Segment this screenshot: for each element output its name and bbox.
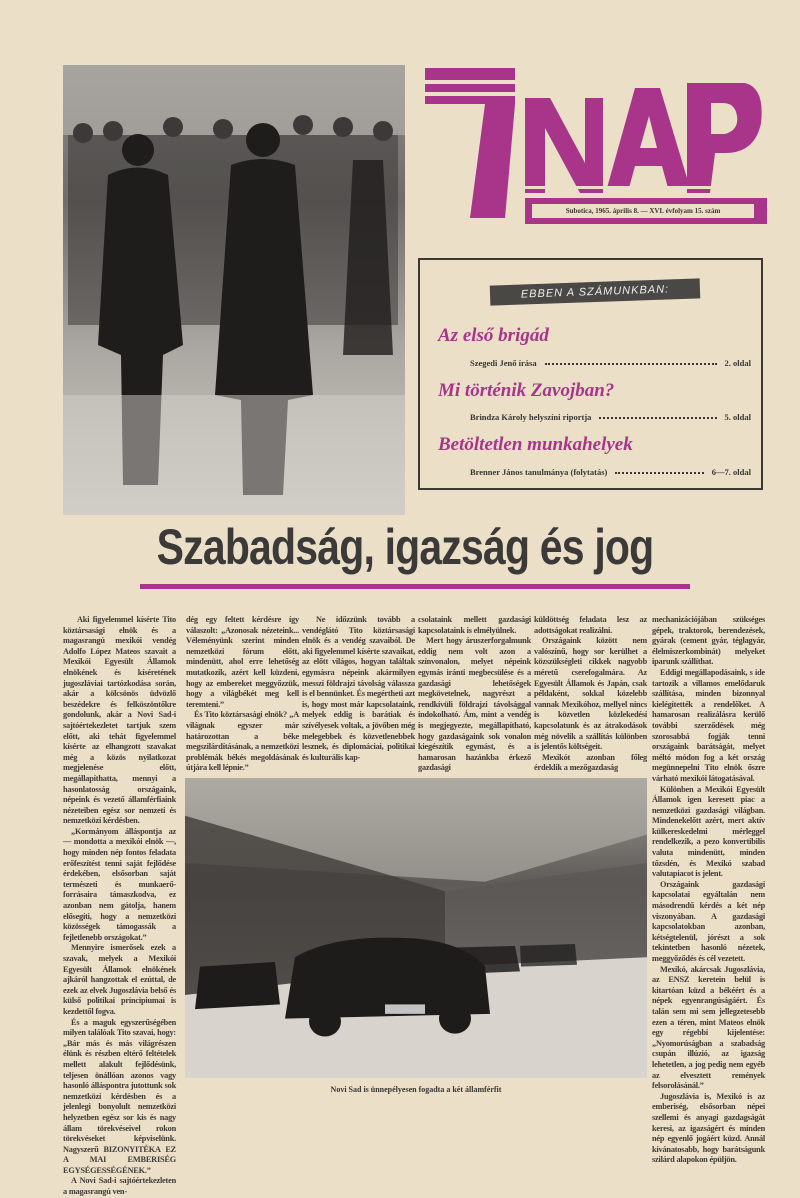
article-paragraph: És Tito köztársasági elnök? „A világnak egyszer már határozottan a béke megszilárdításának, a nemzetközi problémák békés megoldásának útjára kell lépnie.” [186,710,299,773]
toc-item-page: 6—7. oldal [711,467,751,477]
toc-item-page: 5. oldal [724,412,751,422]
article-paragraph: Ne időzzünk tovább a vendéglátó Tito köztársasági elnök és a vendég szavaiból. De aki figyelemmel kísérte szavaikat, az előtt világos, hogyan találtak egymásra népeink akármilyen messzi földrajzi távolság válassza is el bennünket. És megértheti azt is, hogy most már kapcsolataink, melyek eddig is barátiak és szívélyesek voltak, a jövőben még melegebbek és közvetlenebbek lesznek, és diplomáciai, politikai és kulturális kap- [302,615,415,762]
toc-item-title[interactable]: Betöltetlen munkahelyek [438,434,633,455]
headline-rule [140,584,690,589]
article-paragraph: Országaink gazdasági kapcsolatai egyáltalán nem másodrendű kérdés a két nép viszonyában. A gazdasági kapcsolatokban azonban, kétségtelenül, jórészt a sok tekintetben hasonló nézetek, meggyőződés és cél vezetett. [652,879,765,963]
toc-leader-dots [545,358,717,365]
article-column [186,615,299,774]
article-paragraph: Jugoszlávia is, Mexikó is az emberiség, elsősorban népei szellemi és anyagi gazdagságát keresi, az igazságért és minden nép egyenlő jogáért küzd. Annál kívánatosabb, hogy barátságunk szilárd alapokon épüljön. [652,1091,765,1165]
article-paragraph: „Kormányom álláspontja az — mondotta a mexikói elnök —, hogy minden nép fontos feladata erőfeszítést tenni saját fejlődése érdekében, elsősorban saját természeti és munkaerő-forrásaira támaszkodva, ez azonban nem gátolja, hanem elősegíti, hogy a nemzetközi közösségek támogassák a fejletlenebb országokat.” [63,826,176,942]
toc-item-title[interactable]: Mi történik Zavojban? [438,380,615,401]
toc-banner: EBBEN A SZÁMUNKBAN: [490,278,701,305]
article-paragraph: Mexikót azonban főleg érdeklik a mezőgazdaság [534,752,647,773]
article-column [418,615,531,774]
article-headline: Szabadság, igazság és jog [156,519,654,575]
article-paragraph: dég egy feltett kérdésre így válaszolt: „Azonosak nézeteink... Véleményünk szerint minden nemzetközi fórum előtt, mindenütt, ahol erre lehetőség mutatkozik, azért kell küzdeni, hogy az embereket meggyőzzük, hogy a világbékét meg kell teremteni.” [186,615,299,709]
article-paragraph: Eddigi megállapodásaink, s ide tartozik a villamos emelődaruk szállítása, minden bizonnyal kielégítették a rendelőket. A hamarosan realizálásra kerülő további szerződések még szorosabbá fogják tenni országaink barátságát, melyet méltó módon fog a két ország megünnepelni Tito elnök őszre várható mexikói látogatásával. [652,667,765,783]
toc-item-author: Brenner János tanulmánya (folytatás) [470,467,608,477]
article-paragraph: küldöttség feladata lesz az adottságokat realizálni. [534,615,647,635]
article-paragraph: A Novi Sad-i sajtóértekezleten a magasrangú ven- [63,1176,176,1197]
toc-item-author: Szegedi Jenő írása [470,358,537,368]
article-paragraph: Mert hogy áruszerforgalmunk eddig nem volt azon a színvonalon, melyet népeink egymás iránti megbecsülése és a gazdasági lehetőségek megkövetelnek, nagyrészt a rendkívüli földrajzi távolsággal indokolható. Ám, mint a vendég is megjegyezte, megállapítható, hogy gazdaságaink sok vonalon kiegészítik egymást, és a hamarosan hazánkba érkező gazdasági [418,636,531,773]
article-column [652,615,765,1166]
article-paragraph: Mennyire ismerősek ezek a szavak, melyek a Mexikói Egyesült Államok elnökének ajkáról hangzottak el ezúttal, de ezek az elvek Jugoszlávia belső és külső politikai principiumai is kezdettől fogva. [63,943,176,1016]
photo-street-scene [185,778,647,1078]
masthead-logo [425,68,767,224]
photo-motorcade [185,778,647,1078]
article-column [534,615,647,774]
article-paragraph: csolataink mellett gazdasági kapcsolataink is elmélyülnek. [418,615,531,635]
toc-item-byline [470,358,751,368]
article-paragraph: Mexikó, akárcsak Jugoszlávia, az ENSZ keretein belül is kitartóan küzd a békéért és a népek egyenrangúságáért. És talán sem mi sem jellegzetesebb ezen a téren, mint Mateos elnök egy régebbi kijelentése: „Nyomorúságban a szabadság csupán illúzió, az igazság lehetetlen, a jog pedig nem egyéb az elvesztett remények felsorolásánál.” [652,964,765,1091]
table-of-contents [418,258,763,490]
article-paragraph: mechanizációjában szükséges gépek, traktorok, berendezések, gyárak (cement gyár, téglagyár, élelmiszerkombinát) melyeket iparunk szállíthat. [652,615,765,667]
toc-item-byline [470,467,751,477]
7nap-logo [425,68,767,224]
toc-item-title[interactable]: Az első brigád [438,325,549,346]
toc-item-byline [470,412,751,422]
article-column [63,615,176,1198]
photo-figures [63,65,405,515]
toc-item-page: 2. oldal [724,358,751,368]
article-column [302,615,415,763]
toc-leader-dots [599,412,716,419]
toc-leader-dots [615,467,703,474]
article-paragraph: Országaink között nem valószínű, hogy sor kerülhet a közszükségleti cikkek nagyobb méretű cserefogalmára. Az Egyesült Államok és Japán, csak példaként, sokkal közelebb vannak Mexikóhoz, mellyel nincs is közvetlen közlekedési kapcsolatunk és az átrakodások még növelik a szállítás különben is jelentős költségeit. [534,636,647,752]
article-paragraph: Különben a Mexikói Egyesült Államok igen keresett piac a nemzetközi gazdasági világban. Mindenekelőtt azért, mert aktív külkereskedelmi mérleggel rendelkezik, a pezo konvertibilis valuta mindenütt, minden tőzsdén, és Mexikó szabad valutapiacot is jelent. [652,784,765,879]
article-paragraph: Aki figyelemmel kísérte Tito köztársasági elnök és a magasrangú mexikói vendég Adolfo López Mateos szavait a Mexikói Egyesült Államok elnökének és kíséretének jugoszláviai tartózkodása során, akár a kölcsönös üdvözlő beszédekre és felköszöntőkre gondolunk, akár a Novi Sad-i sajtóértekezletet tartjuk szem előtt, aki tehát figyelemmel kísérte az elhangzott szavakat még a közös nyilatkozat megjelenése előtt, megállapíthatta, mennyi a hasonlatosság országaink, népeink és vezető államférfiaink nézeteiben egész sor nemzeti és nemzetközi kérdésben. [63,615,176,826]
photo-caption: Novi Sad is ünnepélyesen fogadta a két államférfit [330,1085,502,1094]
article-paragraph: És a maguk egyszerűségében milyen találóak Tito szavai, hogy: „Bár más és más világrészen élünk és részben eltérő feltételek mellett alakult fejlődésünk, teljesen önállóan azonos vagy hasonló álláspontra jutottunk sok nemzetközi kérdésben és a jelenlegi bonyolult nemzetközi helyzetben egész sor kis és nagy állam törekvéseivel rokon törekvéseket képviselünk. Nagyszerű BIZONYITÉKA EZ A MAI EMBERISÉG EGYSÉGESSÉGÉNEK.” [63,1017,176,1175]
toc-item-author: Brindza Károly helyszíni riportja [470,412,592,422]
photo-guard-of-honour [63,65,405,515]
issue-dateline: Subotica, 1965. április 8. — XVI. évfolyam 15. szám [532,204,754,218]
